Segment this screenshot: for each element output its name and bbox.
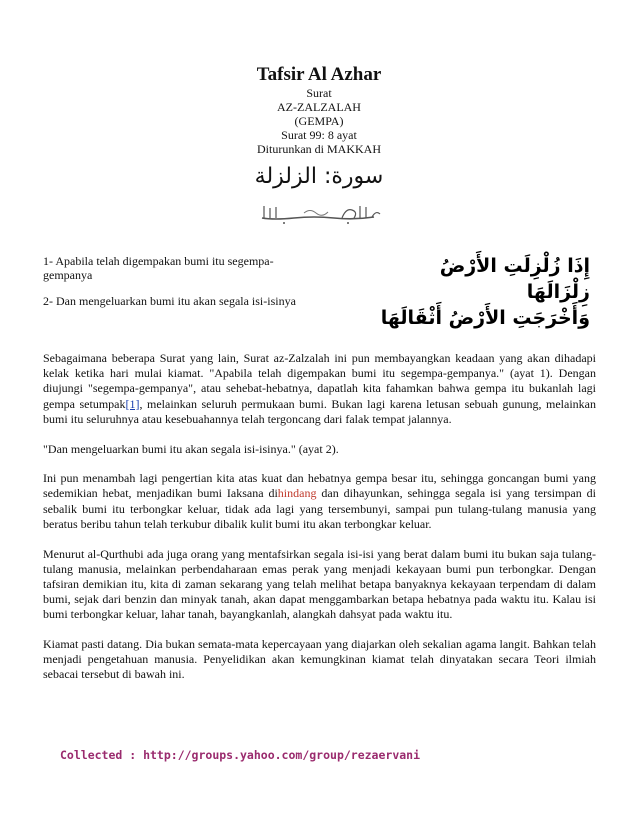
verse-translation-2: 2- Dan mengeluarkan bumi itu akan segala isi-isinya <box>43 294 296 308</box>
meta-line-surat: Surat <box>306 86 332 100</box>
paragraph-3-text: Ini pun menambah lagi pengertian kita atas kuat dan hebatnya gempa besar itu, sehingga goncangan bumi yang sedemikian hebat, menjadikan bumi Iaksana di <box>43 471 596 501</box>
paragraph-1-text-end: , melainkan seluruh permukaan bumi. Bukan lagi karena letusan sebuah gunung, melainkan bumi itu seluruhnya atau kesebuahannya telah tergoncang dari falak tempat jalannya. <box>43 396 597 426</box>
meta-line-meaning: (GEMPA) <box>294 114 344 128</box>
verse-translation-1: 1- Apabila telah digempakan bumi itu segempa-gempanya <box>43 254 274 282</box>
paragraph-2: "Dan mengeluarkan bumi itu akan segala isi-isinya." (ayat 2). <box>43 441 339 456</box>
footnote-link[interactable]: [1] <box>125 396 140 411</box>
meta-line-surah-name: AZ-ZALZALAH <box>277 100 361 114</box>
paragraph-5: Kiamat pasti datang. Dia bukan semata-mata kepercayaan yang diajarkan oleh sekalian agama langit. Bahkan telah menjadi pengetahuan manusia. Penyelidikan akan kemungkinan kiamat telah dinyatakan secara Teori ilmiah sebacai tersebut di bawah ini. <box>43 637 596 682</box>
surah-meta <box>0 86 638 156</box>
meta-line-ayat-count: Surat 99: 8 ayat <box>281 128 357 142</box>
highlighted-word: hindang <box>277 486 317 501</box>
meta-line-revelation: Diturunkan di MAKKAH <box>257 142 381 156</box>
paragraph-4: Menurut al-Qurthubi ada juga orang yang mentafsirkan segala isi-isi yang berat dalam bumi itu bukan saja tulang-tulang manusia, melainkan perbendaharaan emas perak yang menjadi kekayaan bumi pun terbongkar. Dengan tafsiran demikian itu, kita di zaman sekarang yang telah melihat betapa banyaknya kekayaan terpendam di dalam bumi, sejak dari benzin dan minyak tanah, akan dapat menggambarkan betapa hebatnya pada waktu itu. Kalau isi bumi terbongkar keluar, lahar tanah, bayangkanlah, alangkah dahsyat pada waktu itu. <box>43 546 596 622</box>
verse-arabic-1: إِذَا زُلْزِلَتِ الأَرْضُ زِلْزَالَهَا <box>439 255 590 303</box>
bismillah-calligraphy-icon <box>254 198 384 228</box>
paragraph-3-text-end: dan dihayunkan, sehingga segala isi yang tersimpan di sebalik bumi itu terbongkar keluar, tidak ada lagi yang tersembunyi, sampai pun tulang-tulang manusia yang beratus beribu tahun telah terkubur dibalik kulit bumi itu akan terbongkar keluar. <box>43 486 596 531</box>
paragraph-3 <box>43 471 596 532</box>
paragraph-1 <box>43 351 596 427</box>
verse-arabic-2: وَأَخْرَجَتِ الأَرْضُ أَثْقَالَهَا <box>380 307 590 329</box>
surah-arabic-heading: سورة: الزلزلة <box>254 164 384 189</box>
verses-arabic <box>370 253 590 331</box>
paragraph-1-text: Sebagaimana beberapa Surat yang lain, Surat az-Zalzalah ini pun membayangkan keadaan yang akan dihadapi kelak ketika hari mulai kiamat. "Apabila telah digempakan bumi itu segempa-gempanya." (ayat 1). Dengan diujungi "segempa-gempanya", atau sehebat-hebatnya, dapatlah kita fahamkan bahwa gempa itu bukanlah lagi gempa setumpak <box>43 351 596 411</box>
document-title: Tafsir Al Azhar <box>256 64 382 85</box>
footer-source: Collected : http://groups.yahoo.com/group/rezaervani <box>60 748 421 762</box>
commentary-body <box>43 351 596 697</box>
verse-translations <box>43 254 318 320</box>
bismillah-calligraphy-image <box>0 196 638 230</box>
